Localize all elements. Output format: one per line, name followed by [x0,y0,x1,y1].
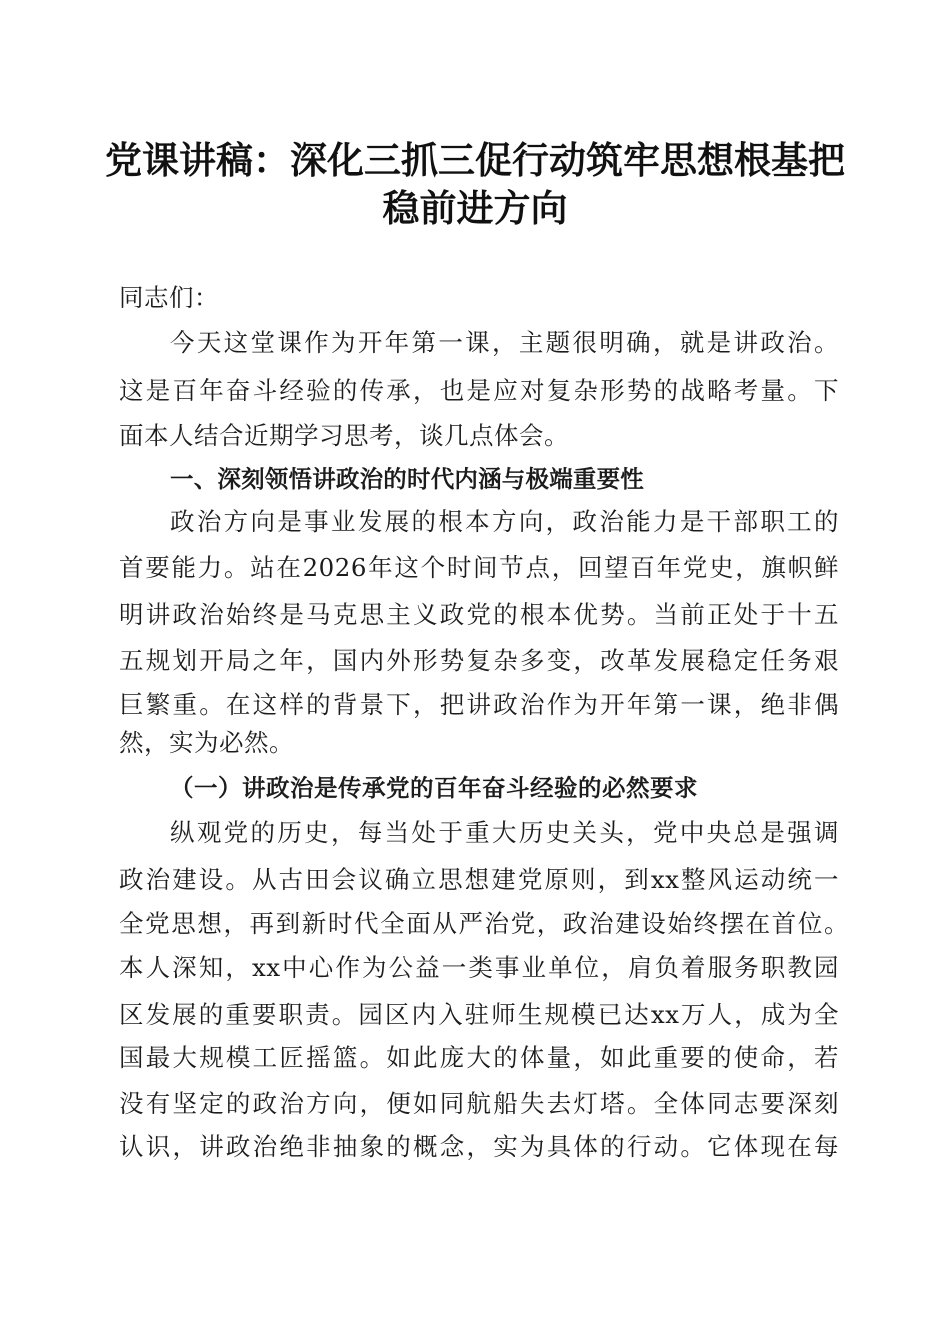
paragraph-line: 五规划开局之年，国内外形势复杂多变，改革发展稳定任务艰 [119,646,839,675]
salutation: 同志们： [119,283,219,312]
paragraph-line: 明讲政治始终是马克思主义政党的根本优势。当前正处于十五 [119,600,839,629]
paragraph-line: 区发展的重要职责。园区内入驻师生规模已达xx万人，成为全 [119,1000,839,1029]
paragraph-line: 没有坚定的政治方向，便如同航船失去灯塔。全体同志要深刻 [119,1089,839,1118]
paragraph-line: 政治方向是事业发展的根本方向，政治能力是干部职工的 [170,507,839,536]
paragraph-line: 本人深知，xx中心作为公益一类事业单位，肩负着服务职教园 [119,953,839,982]
paragraph-line: 面本人结合近期学习思考，谈几点体会。 [119,421,569,450]
paragraph-line: 政治建设。从古田会议确立思想建党原则，到xx整风运动统一 [119,865,839,894]
paragraph-line: 纵观党的历史，每当处于重大历史关头，党中央总是强调 [170,818,839,847]
subsection-heading-1: （一）讲政治是传承党的百年奋斗经验的必然要求 [170,774,698,802]
paragraph-line: 巨繁重。在这样的背景下，把讲政治作为开年第一课，绝非偶 [119,690,839,719]
section-heading-1: 一、深刻领悟讲政治的时代内涵与极端重要性 [170,465,644,493]
paragraph-line: 这是百年奋斗经验的传承，也是应对复杂形势的战略考量。下 [119,376,839,405]
document-title-line-2: 稳前进方向 [382,186,568,230]
paragraph-line: 认识，讲政治绝非抽象的概念，实为具体的行动。它体现在每 [119,1132,839,1161]
paragraph-line: 全党思想，再到新时代全面从严治党，政治建设始终摆在首位。 [119,909,849,938]
paragraph-line: 国最大规模工匠摇篮。如此庞大的体量，如此重要的使命，若 [119,1043,839,1072]
document-title-line-1: 党课讲稿：深化三抓三促行动筑牢思想根基把 [105,138,845,182]
paragraph-line: 首要能力。站在2026年这个时间节点，回望百年党史，旗帜鲜 [119,553,839,582]
paragraph-line: 今天这堂课作为开年第一课，主题很明确，就是讲政治。 [170,328,839,357]
paragraph-line: 然，实为必然。 [119,728,294,757]
